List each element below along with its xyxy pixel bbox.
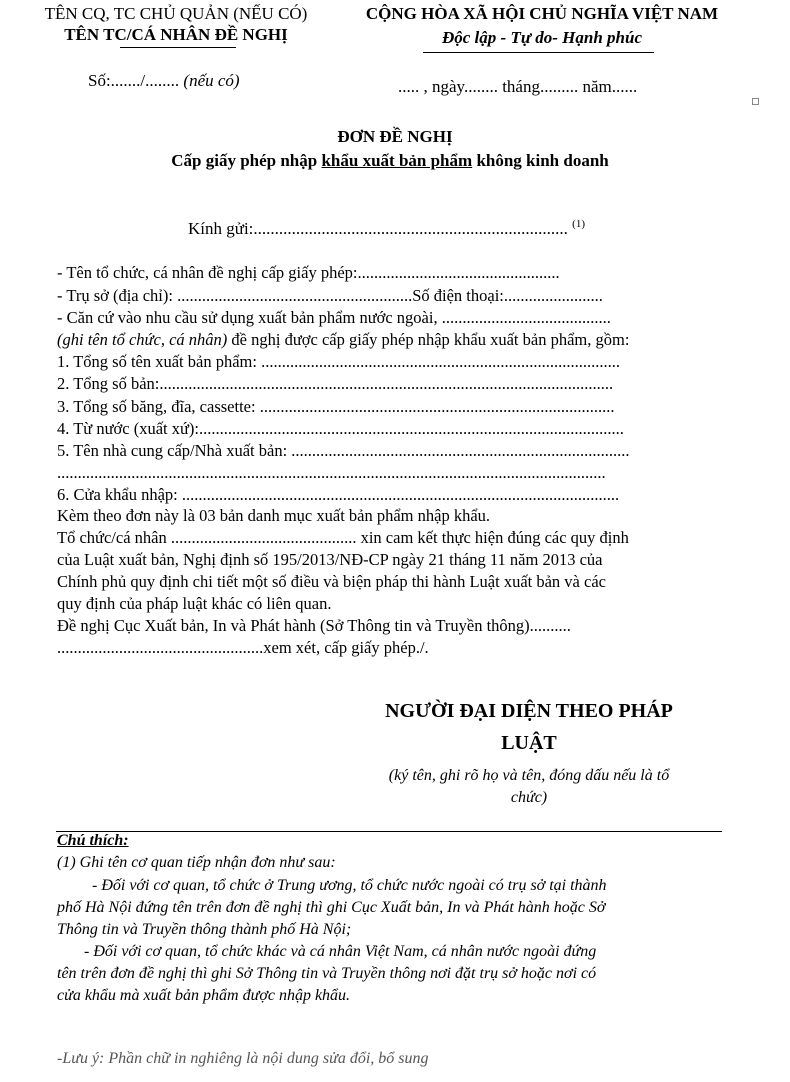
commitment-line-1: Tổ chức/cá nhân ............................................. xin cam kết thực hiện đúng các quy định xyxy=(57,528,629,547)
revision-note: -Lưu ý: Phần chữ in nghiêng là nội dung sửa đổi, bổ sung xyxy=(57,1050,429,1067)
left-header-rule xyxy=(120,47,236,48)
footnote-line-6: tên trên đơn đề nghị thì ghi Sở Thông tin và Truyền thông nơi đặt trụ sở hoặc nơi có xyxy=(57,965,597,982)
date-line: ..... , ngày........ tháng......... năm...... xyxy=(398,77,638,96)
form-subtitle-underlined: khẩu xuất bản phẩm xyxy=(321,151,473,170)
signature-note-2: chức) xyxy=(510,789,548,806)
basis-line: - Căn cứ vào nhu cầu sử dụng xuất bản phẩm nước ngoài, ......................................... xyxy=(57,308,611,327)
recipient-text: Kính gửi:.......................................................................... xyxy=(188,219,568,238)
agency-name: TÊN CQ, TC CHỦ QUẢN (NẾU CÓ) xyxy=(44,4,308,23)
item-5: 5. Tên nhà cung cấp/Nhà xuất bản: .................................................................................. xyxy=(57,441,630,460)
commitment-line-4: quy định của pháp luật khác có liên quan. xyxy=(57,594,332,613)
applicant-rest: đề nghị được cấp giấy phép nhập khẩu xuất bản phẩm, gồm: xyxy=(227,330,630,349)
commitment-line-3: Chính phủ quy định chi tiết một số điều và biện pháp thi hành Luật xuất bản và các xyxy=(57,572,606,591)
footnote-line-5: - Đối với cơ quan, tổ chức khác và cá nhân Việt Nam, cá nhân nước ngoài đứng xyxy=(84,943,597,960)
item-3: 3. Tổng số băng, đĩa, cassette: ...................................................................................... xyxy=(57,397,615,416)
national-motto: Độc lập - Tự do- Hạnh phúc xyxy=(441,28,643,47)
request-line-1: Đề nghị Cục Xuất bản, In và Phát hành (Sở Thông tin và Truyền thông).......... xyxy=(57,616,571,635)
form-subtitle-pre: Cấp giấy phép nhập xyxy=(171,151,322,170)
applicant-header: TÊN TC/CÁ NHÂN ĐỀ NGHỊ xyxy=(64,25,288,44)
item-1: 1. Tổng số tên xuất bản phẩm: ....................................................................................... xyxy=(57,352,620,371)
document-number-note: (nếu có) xyxy=(183,71,240,90)
item-6: 6. Cửa khẩu nhập: .......................................................................................................... xyxy=(57,485,620,504)
item-5-continuation: ..................................................................................................................................... xyxy=(57,463,606,482)
address-field: - Trụ sở (địa chỉ): .........................................................Số điện thoại:........................ xyxy=(57,286,603,305)
item-2: 2. Tổng số bản:.............................................................................................................. xyxy=(57,374,614,393)
org-name-field: - Tên tổ chức, cá nhân đề nghị cấp giấy phép:................................................. xyxy=(57,263,560,282)
request-line-2: ..................................................xem xét, cấp giấy phép./. xyxy=(57,638,429,657)
form-subtitle xyxy=(0,151,780,171)
signature-title-2: LUẬT xyxy=(501,732,557,754)
applicant-line xyxy=(57,329,629,351)
footnote-line-1: (1) Ghi tên cơ quan tiếp nhận đơn như sau: xyxy=(57,854,336,871)
signature-title-1: NGƯỜI ĐẠI DIỆN THEO PHÁP xyxy=(385,700,673,722)
signature-note-1: (ký tên, ghi rõ họ và tên, đóng dấu nếu là tổ xyxy=(388,767,670,784)
motto-underline xyxy=(423,52,654,53)
footnote-line-2: - Đối với cơ quan, tổ chức ở Trung ương, tổ chức nước ngoài có trụ sở tại thành xyxy=(92,877,607,894)
applicant-italic: (ghi tên tổ chức, cá nhân) xyxy=(57,330,228,349)
attachment-line: Kèm theo đơn này là 03 bản danh mục xuất bản phẩm nhập khẩu. xyxy=(57,506,491,525)
item-4: 4. Từ nước (xuất xứ):....................................................................................................... xyxy=(57,419,624,438)
commitment-line-2: của Luật xuất bản, Nghị định số 195/2013/NĐ-CP ngày 21 tháng 11 năm 2013 của xyxy=(57,550,603,569)
footnote-heading: Chú thích: xyxy=(57,832,129,849)
footnote-line-4: Thông tin và Truyền thông thành phố Hà Nội; xyxy=(57,921,352,938)
footnote-separator xyxy=(56,831,722,832)
form-subtitle-post: không kinh doanh xyxy=(472,151,609,170)
recipient-footnote-ref: (1) xyxy=(572,218,585,230)
national-title: CỘNG HÒA XÃ HỘI CHỦ NGHĨA VIỆT NAM xyxy=(365,4,719,23)
footnote-line-7: cửa khẩu mà xuất bản phẩm được nhập khẩu. xyxy=(57,987,351,1004)
small-box-mark xyxy=(752,98,759,105)
document-number-label: Số:......./........ xyxy=(88,71,180,90)
form-title: ĐƠN ĐỀ NGHỊ xyxy=(337,127,453,146)
document-number xyxy=(88,71,240,91)
recipient-line xyxy=(188,219,585,239)
footnote-line-3: phố Hà Nội đứng tên trên đơn đề nghị thì ghi Cục Xuất bản, In và Phát hành hoặc Sở xyxy=(57,899,606,916)
